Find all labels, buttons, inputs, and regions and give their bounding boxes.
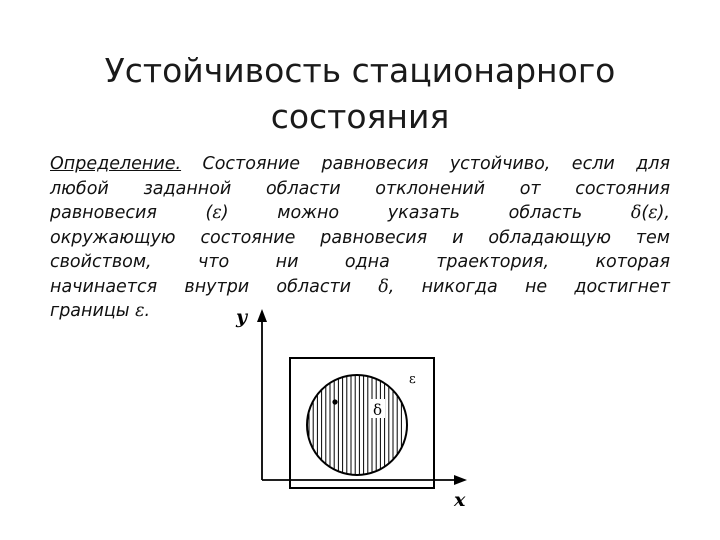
x-axis-label: x	[454, 489, 466, 511]
definition-line-1: Определение. Состояние равновесия устойчиво, если для	[50, 154, 670, 174]
delta-symbol: δ	[378, 276, 389, 297]
title-line-1: Устойчивость стационарного	[104, 51, 616, 90]
equilibrium-point	[332, 399, 337, 404]
delta-symbol: δ	[630, 203, 642, 223]
definition-term: Определение.	[50, 154, 182, 174]
definition-line-7: границы ε.	[50, 301, 151, 321]
definition-line-4: окружающую состояние равновесия и обладающую тем	[50, 227, 670, 248]
delta-label: δ	[373, 401, 383, 419]
epsilon-label: ε	[409, 372, 416, 387]
title-line-2: состояния	[270, 97, 450, 136]
definition-line-6: начинается внутри области δ, никогда не достигнет	[50, 276, 670, 297]
x-axis-arrow-icon	[454, 475, 467, 485]
epsilon-symbol: ε	[648, 203, 658, 223]
definition-line-3: равновесия (ε) можно указать область δ(ε),	[50, 203, 670, 223]
y-axis-label: y	[236, 306, 248, 328]
definition-line-2: любой заданной области отклонений от состояния	[50, 178, 670, 199]
definition-line-5: свойством, что ни одна траектория, которая	[50, 252, 670, 272]
epsilon-symbol: ε	[135, 301, 145, 321]
epsilon-symbol: ε	[212, 203, 222, 223]
y-axis-arrow-icon	[257, 309, 267, 322]
